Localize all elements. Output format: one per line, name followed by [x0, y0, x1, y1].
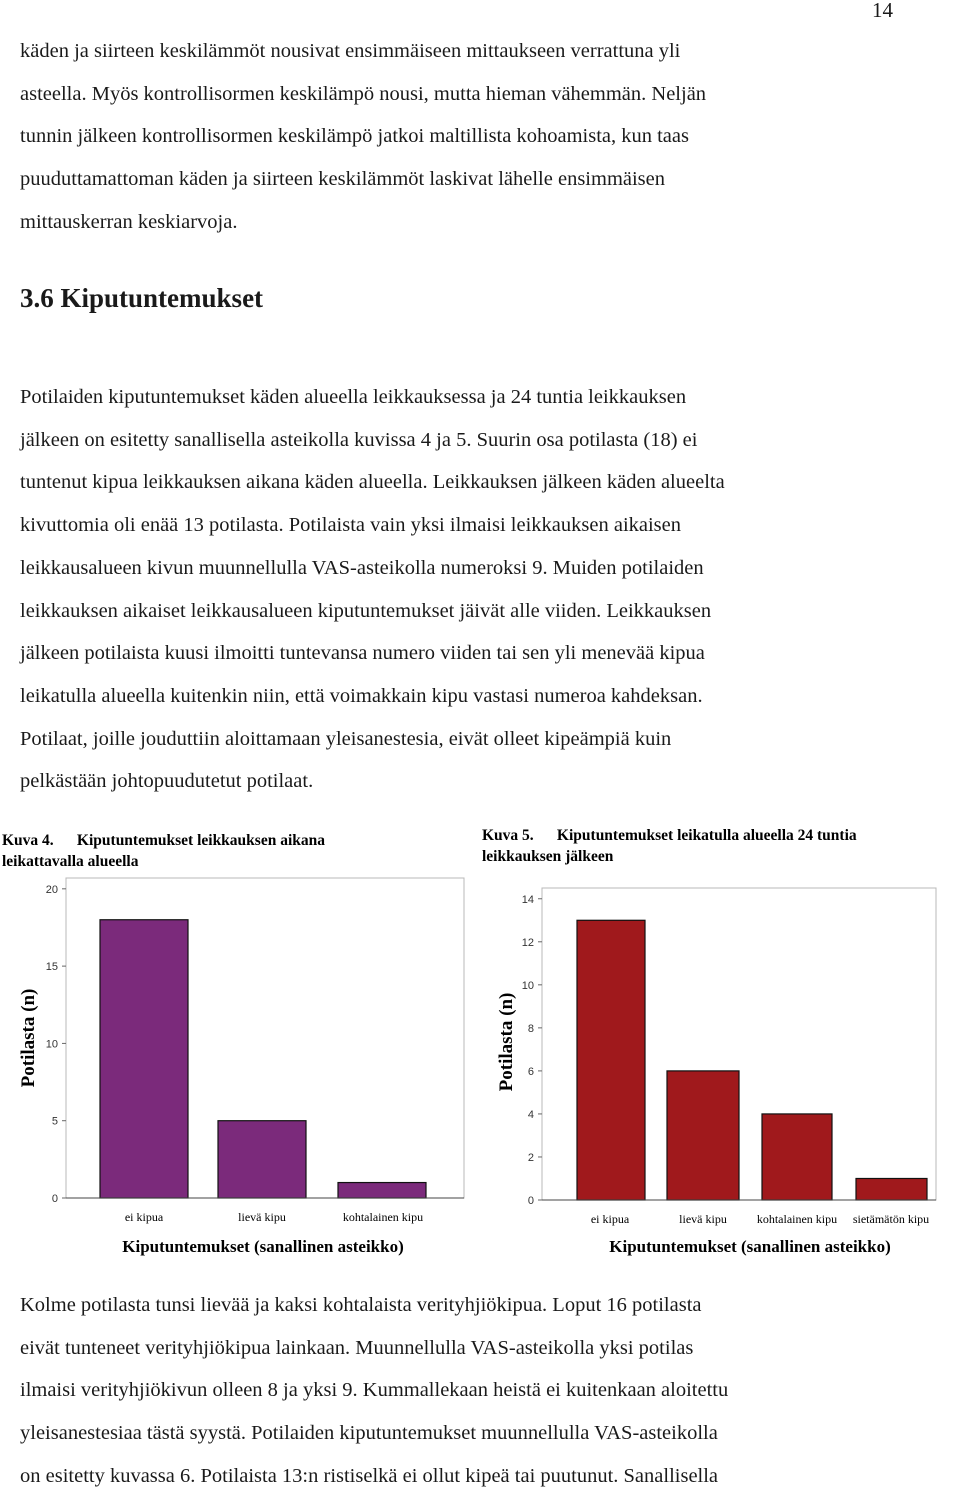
text-line: kivuttomia oli enää 13 potilasta. Potilaista vain yksi ilmaisi leikkauksen aikaisen	[20, 514, 682, 537]
y-axis-label: Potilasta (n)	[18, 988, 39, 1088]
figure-caption: leikattavalla alueella	[2, 853, 139, 870]
x-axis-label: Kiputuntemukset (sanallinen asteikko)	[609, 1237, 891, 1256]
y-tick-label: 10	[521, 979, 534, 992]
y-tick-label: 5	[51, 1115, 58, 1128]
bar	[762, 1114, 832, 1200]
bar	[667, 1071, 739, 1200]
category-label: sietämätön kipu	[852, 1212, 930, 1226]
text-line: ilmaisi verityhjiökivun olleen 8 ja yksi 9. Kummallekaan heistä ei kuitenkaan aloitettu	[20, 1379, 729, 1402]
category-label: ei kipua	[590, 1212, 630, 1226]
figure-caption: Kuva 4. Kiputuntemukset leikkauksen aikana	[2, 832, 326, 849]
bar	[856, 1178, 927, 1200]
text-line: leikkauksen aikaiset leikkausalueen kiputuntemukset jäivät alle viiden. Leikkauksen	[20, 599, 712, 622]
text-line: pelkästään johtopuudutetut potilaat.	[20, 770, 314, 793]
paragraph-tourniquet-pain	[20, 1284, 950, 1498]
category-label: kohtalainen kipu	[756, 1212, 838, 1226]
figure-caption: Kuva 5. Kiputuntemukset leikatulla alueella 24 tuntia	[482, 827, 857, 844]
text-line: käden ja siirteen keskilämmöt nousivat ensimmäiseen mittaukseen verrattuna yli	[20, 40, 681, 62]
page-number: 14	[872, 0, 893, 22]
section-heading: 3.6 Kiputuntemukset	[20, 283, 264, 313]
figure-caption: leikkauksen jälkeen	[482, 848, 614, 865]
text-line: leikkausalueen kivun muunnellulla VAS-asteikolla numeroksi 9. Muiden potilaiden	[20, 556, 704, 579]
text-line: Potilaiden kiputuntemukset käden alueella leikkauksessa ja 24 tuntia leikkauksen	[20, 386, 687, 408]
text-line: leikatulla alueella kuitenkin niin, että voimakkain kipu vastasi numeroa kahdeksan.	[20, 684, 703, 707]
bar	[338, 1183, 426, 1198]
bar	[577, 920, 645, 1200]
y-tick-label: 0	[527, 1195, 534, 1207]
text-line: tuntenut kipua leikkauksen aikana käden alueella. Leikkauksen jälkeen käden alueelta	[20, 471, 725, 494]
y-tick-label: 6	[527, 1065, 534, 1078]
text-line: eivät tunteneet verityhjiökipua lainkaan. Muunnellulla VAS-asteikolla yksi potilas	[20, 1336, 694, 1359]
y-axis-label: Potilasta (n)	[496, 992, 517, 1092]
category-label: ei kipua	[124, 1210, 164, 1224]
text-line: jälkeen on esitetty sanallisella asteikolla kuvissa 4 ja 5. Suurin osa potilasta (18) ei	[20, 428, 698, 451]
text-line: tunnin jälkeen kontrollisormen keskilämpö jatkoi maltillista kohoamista, kun taas	[20, 125, 689, 148]
bar	[218, 1121, 306, 1198]
category-label: lievä kipu	[679, 1212, 727, 1226]
text-line: jälkeen potilaista kuusi ilmoitti tuntevansa numero viiden tai sen yli menevää kipua	[20, 642, 705, 665]
category-label: lievä kipu	[238, 1210, 286, 1224]
text-line: mittauskerran keskiarvoja.	[20, 210, 238, 233]
y-tick-label: 12	[521, 936, 534, 949]
x-axis-label: Kiputuntemukset (sanallinen asteikko)	[122, 1237, 404, 1256]
y-tick-label: 20	[45, 883, 58, 896]
text-line: Potilaat, joille jouduttiin aloittamaan yleisanestesia, eivät olleet kipeämpiä kuin	[20, 727, 672, 750]
category-label: kohtalainen kipu	[342, 1210, 424, 1224]
y-tick-label: 15	[45, 961, 58, 974]
text-line: puuduttamattoman käden ja siirteen keskilämmöt laskivat lähelle ensimmäisen	[20, 168, 666, 191]
text-line: on esitetty kuvassa 6. Potilaista 13:n ristiselkä ei ollut kipeä tai puutunut. Sanallisella	[20, 1464, 719, 1487]
y-tick-label: 0	[51, 1193, 58, 1205]
text-line: Kolme potilasta tunsi lievää ja kaksi kohtalaista verityhjiökipua. Loput 16 potilasta	[20, 1294, 702, 1316]
y-tick-label: 2	[527, 1151, 534, 1164]
text-line: yleisanestesiaa tästä syystä. Potilaiden kiputuntemukset muunnellulla VAS-asteikolla	[20, 1422, 718, 1445]
y-tick-label: 4	[527, 1108, 534, 1121]
y-tick-label: 8	[527, 1022, 534, 1035]
text-line: asteella. Myös kontrollisormen keskilämpö nousi, mutta hieman vähemmän. Neljän	[20, 82, 707, 105]
y-tick-label: 10	[45, 1038, 58, 1051]
y-tick-label: 14	[521, 893, 534, 906]
bar	[100, 920, 188, 1198]
